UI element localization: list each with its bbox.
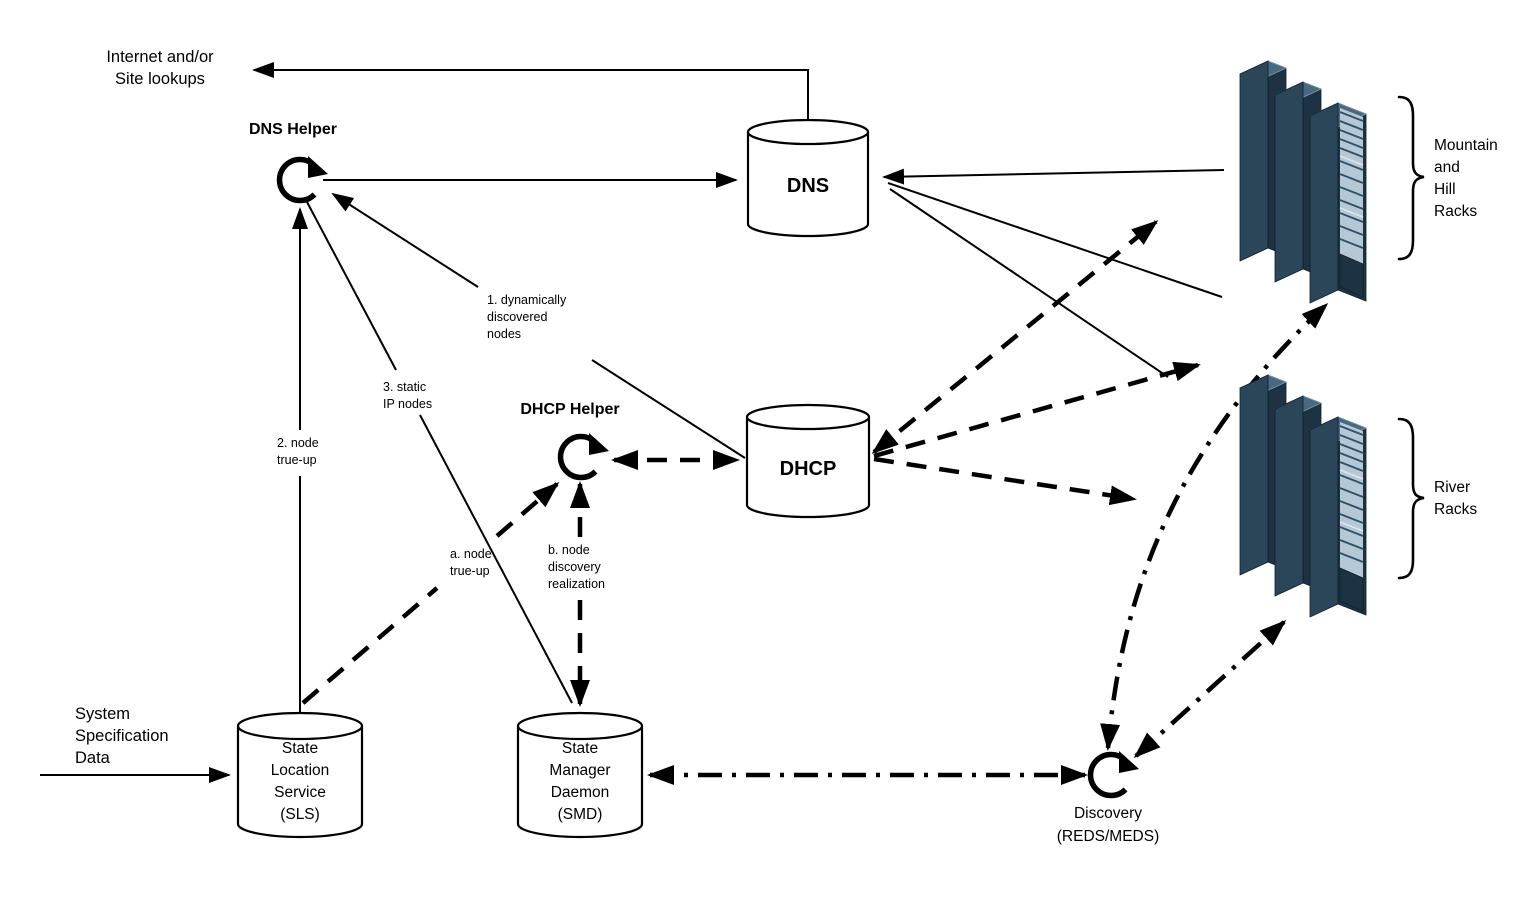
edge-label-b-node-discovery: [548, 543, 605, 591]
edge-dns-helper-to-smd: [307, 202, 572, 703]
node-discovery: [1057, 751, 1159, 845]
system-spec-line1: System: [75, 705, 131, 723]
river-racks-label-line1: River: [1434, 479, 1471, 496]
node-sls: [238, 713, 362, 837]
dynamic-label-line1: 1. dynamically: [487, 293, 567, 307]
dhcp-helper-label: DHCP Helper: [520, 401, 620, 418]
node-trueup-line1: 2. node: [277, 436, 319, 450]
river-racks-graphic: [1240, 375, 1366, 617]
mountain-racks-label-line1: Mountain: [1434, 137, 1498, 154]
smd-label-line2: Manager: [549, 762, 611, 779]
sls-label-line1: State: [281, 740, 319, 757]
river-racks-brace: [1399, 419, 1424, 578]
a-trueup-line1: a. node: [450, 547, 492, 561]
static-ip-line1: 3. static: [383, 380, 427, 394]
river-racks-label-line2: Racks: [1434, 501, 1478, 518]
mountain-racks-label-line3: Hill: [1434, 181, 1456, 198]
node-dhcp: [747, 405, 869, 517]
edge-label-static-ip: [383, 380, 432, 411]
sls-label-line3: Service: [274, 784, 326, 801]
node-dns-helper: [249, 121, 337, 200]
edge-dhcp-to-dns-helper: [333, 194, 745, 458]
edge-discovery-to-river-racks: [1136, 622, 1284, 756]
node-dhcp-helper: [520, 401, 619, 477]
dns-label: DNS: [786, 175, 830, 197]
internet-label-line2: Site lookups: [115, 70, 205, 88]
edge-dhcp-to-river-racks-lower: [874, 459, 1134, 499]
discovery-label-line2: (REDS/MEDS): [1056, 828, 1160, 845]
dns-helper-loop-icon: [280, 156, 328, 200]
dynamic-label-line2: discovered: [487, 310, 548, 324]
edge-dhcp-to-river-racks-upper: [874, 365, 1198, 456]
dhcp-helper-loop-icon: [561, 433, 609, 477]
sls-label-line2: Location: [270, 762, 330, 779]
b-discovery-line1: b. node: [548, 543, 590, 557]
mountain-hill-racks: [1240, 61, 1498, 303]
node-smd: [518, 713, 642, 837]
edge-mountain-racks-to-dns-upper: [884, 170, 1224, 177]
mountain-racks-brace: [1399, 97, 1424, 259]
dynamic-label-line3: nodes: [487, 327, 522, 341]
b-discovery-line2: discovery: [548, 560, 601, 574]
smd-label-line3: Daemon: [550, 784, 610, 801]
discovery-label-line1: Discovery: [1073, 805, 1143, 822]
node-dns: [748, 120, 868, 236]
smd-label-line1: State: [561, 740, 599, 757]
sls-label-line4: (SLS): [280, 806, 320, 823]
edge-river-racks-to-dns: [890, 189, 1168, 377]
dhcp-label: DHCP: [779, 458, 837, 480]
mountain-hill-racks-graphic: [1240, 61, 1366, 303]
mountain-racks-label-line4: Racks: [1434, 203, 1478, 220]
b-discovery-line3: realization: [548, 577, 605, 591]
edge-sls-to-dhcp-helper: [303, 484, 557, 703]
edge-label-a-node-trueup: [450, 547, 492, 578]
internet-label-line1: Internet and/or: [106, 48, 214, 66]
edge-label-dynamically-discovered: [487, 293, 567, 341]
smd-label-line4: (SMD): [557, 806, 603, 823]
river-racks: [1240, 375, 1477, 617]
system-spec-line3: Data: [75, 749, 110, 767]
internet-label: [106, 48, 214, 88]
discovery-loop-icon: [1091, 751, 1139, 795]
system-spec-line2: Specification: [75, 727, 169, 745]
static-ip-line2: IP nodes: [383, 397, 433, 411]
node-trueup-line2: true-up: [277, 453, 317, 467]
mountain-racks-label-line2: and: [1434, 159, 1460, 176]
dns-helper-label: DNS Helper: [249, 121, 338, 138]
edge-dns-to-internet: [254, 70, 808, 120]
a-trueup-line2: true-up: [450, 564, 490, 578]
edge-mountain-racks-to-dns-lower: [888, 183, 1222, 297]
system-spec-label: [75, 705, 169, 767]
edge-label-node-trueup: [277, 436, 319, 467]
